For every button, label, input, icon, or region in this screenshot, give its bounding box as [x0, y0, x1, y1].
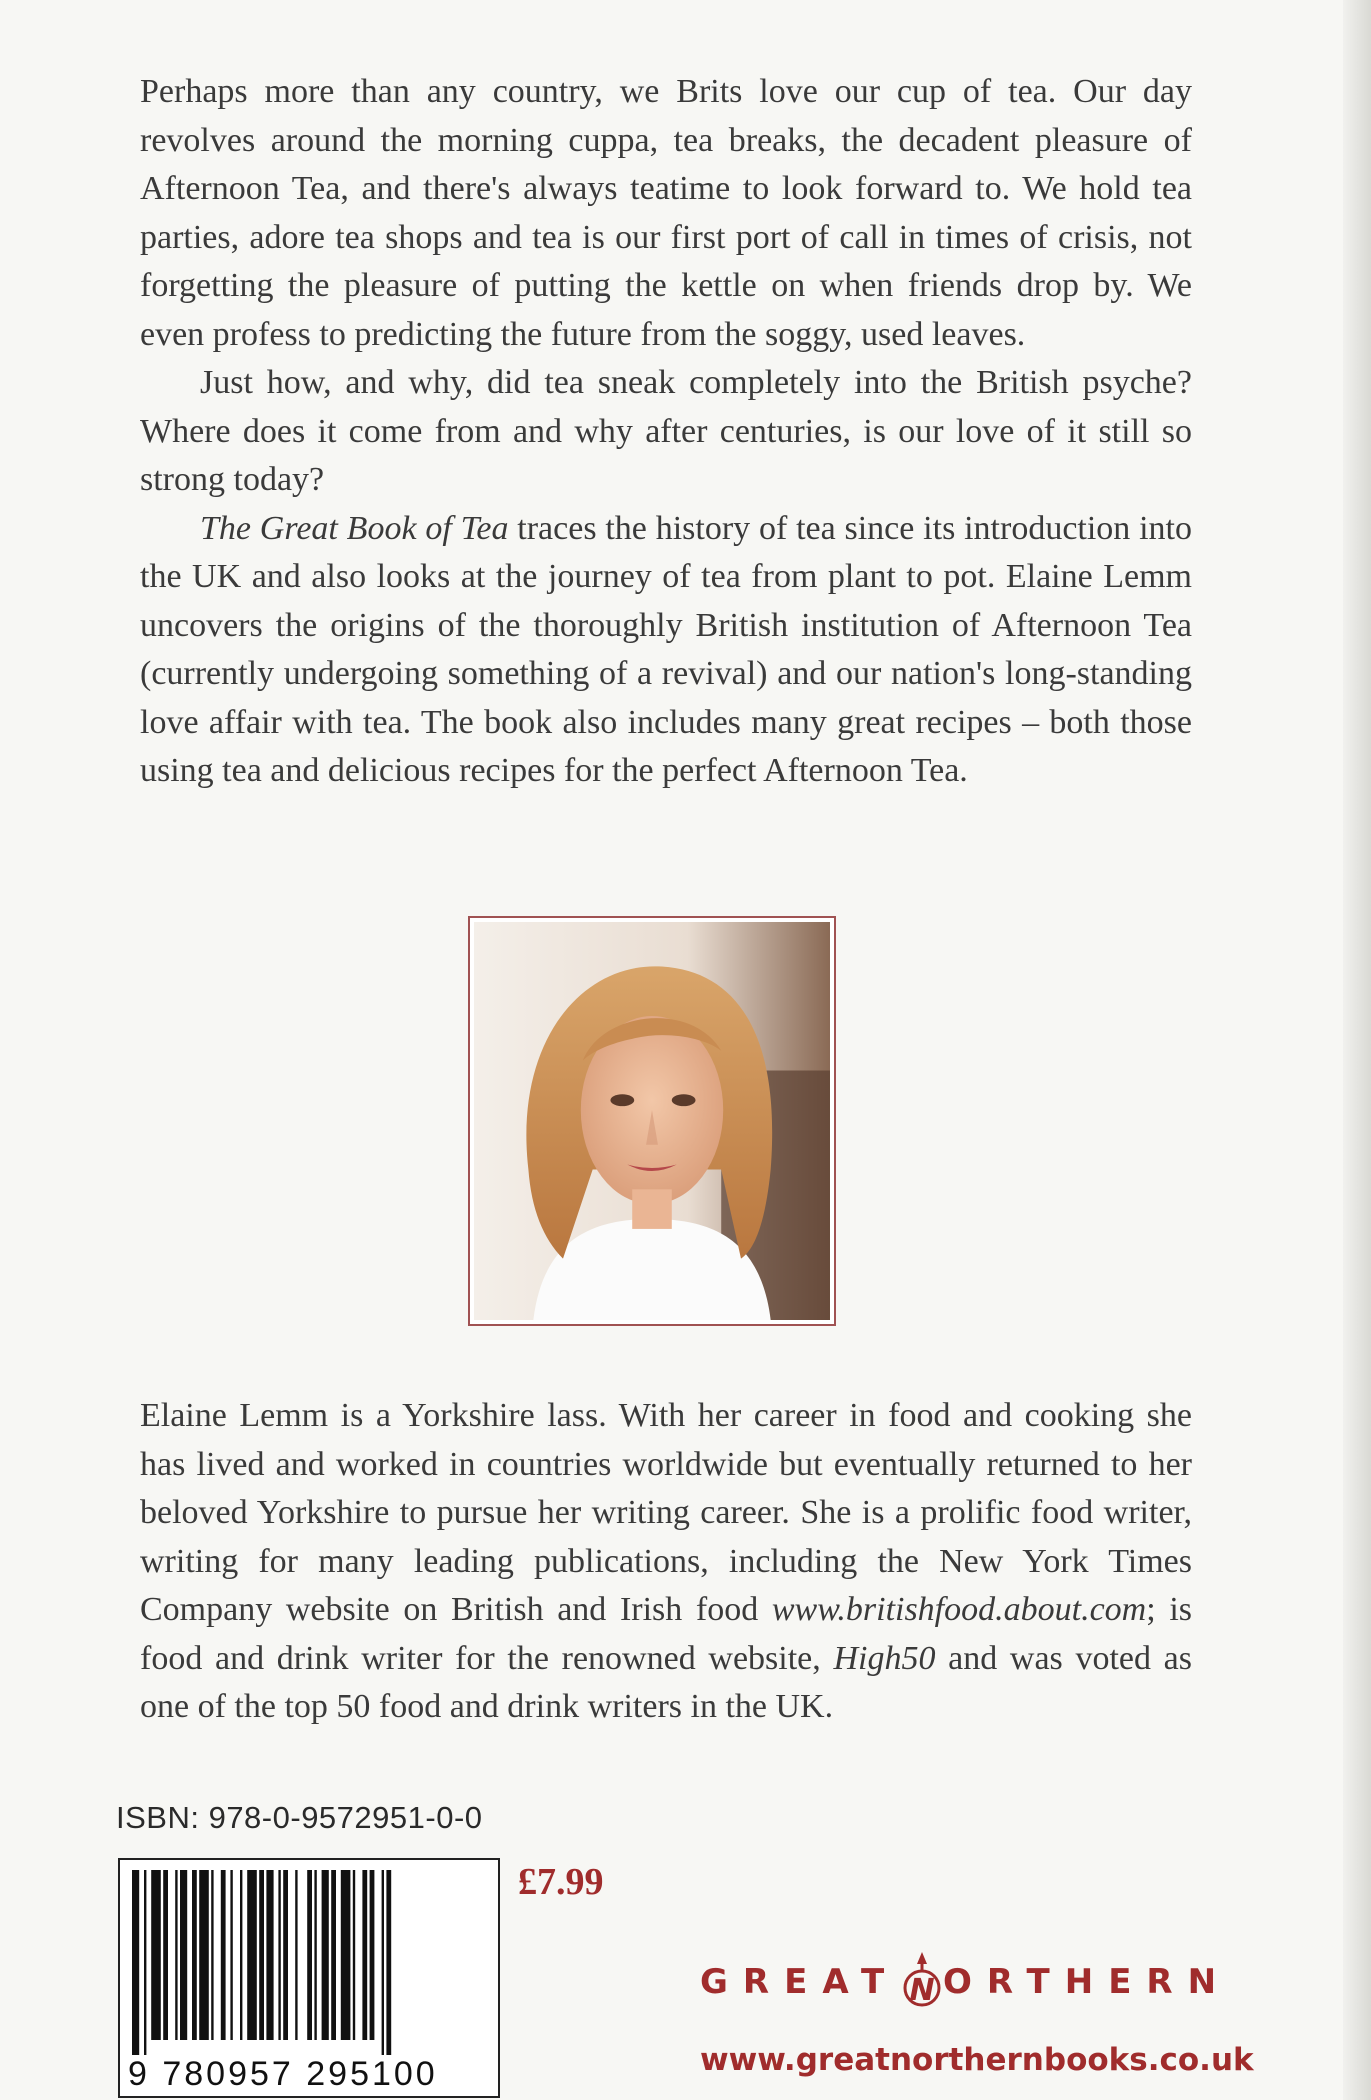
barcode-bar	[278, 1870, 280, 2040]
barcode-bar	[151, 1870, 161, 2040]
barcode-bar	[259, 1870, 264, 2040]
barcode-bars	[120, 1860, 498, 2060]
barcode-bar	[353, 1870, 355, 2040]
barcode-bar	[362, 1870, 367, 2040]
publisher-name-left: GREAT	[700, 1962, 900, 2002]
barcode-bar	[382, 1870, 384, 2060]
author-portrait-image	[474, 922, 830, 1320]
barcode-digits: 9 780957 295100	[128, 2055, 438, 2093]
barcode-bar	[266, 1870, 273, 2040]
barcode-bar	[192, 1870, 197, 2040]
bio-website: www.britishfood.about.com	[771, 1591, 1147, 1628]
bio-text-2: ; is food and drink writer for the renowned website,	[140, 1591, 1192, 1677]
author-bio	[140, 1392, 1192, 1732]
barcode-bar	[211, 1870, 213, 2040]
barcode-bar	[331, 1870, 336, 2040]
barcode-bar	[132, 1870, 139, 2060]
barcode-bar	[221, 1870, 226, 2040]
barcode-bar	[283, 1870, 288, 2040]
blurb-text	[140, 68, 1192, 796]
author-photo	[468, 916, 836, 1326]
bio-text-3: and was voted as one of the top 50 food and drink writers in the UK.	[140, 1639, 1192, 1725]
barcode-bar	[295, 1870, 297, 2040]
price-label: £7.99	[518, 1861, 604, 1903]
barcode-bar	[370, 1870, 375, 2040]
publisher-website-link[interactable]: www.greatnorthernbooks.co.uk	[700, 2042, 1254, 2078]
barcode-bar	[386, 1870, 391, 2060]
barcode-bar	[163, 1870, 168, 2040]
blurb-paragraph-1: Perhaps more than any country, we Brits love our cup of tea. Our day revolves around the morning cuppa, tea breaks, the decadent pleasure of Afternoon Tea, and there's always teatime to look forward to. We hold tea parties, adore tea shops and tea is our first port of call in times of crisis, not forgetting the pleasure of putting the kettle on when friends drop by. We even profess to predicting the future from the soggy, used leaves.	[140, 73, 1192, 353]
barcode-bar	[144, 1870, 146, 2060]
compass-n-icon	[900, 1950, 944, 2020]
barcode-bar	[314, 1870, 316, 2040]
logo-letter: N	[909, 1973, 935, 2008]
barcode-bar	[180, 1870, 187, 2040]
isbn-label: ISBN: 978-0-9572951-0-0	[116, 1800, 483, 1835]
paper-edge	[1343, 0, 1371, 2100]
barcode-bar	[199, 1870, 209, 2040]
blurb-paragraph-3-text: traces the history of tea since its introduction into the UK and also looks at the journey of tea from plant to pot. Elaine Lemm uncovers the origins of the thoroughly British institution of Afternoon Tea (currently undergoing something of a revival) and our nation's long-standing love affair with tea. The book also includes many great recipes – both those using tea and delicious recipes for the perfect Afternoon Tea.	[140, 509, 1192, 789]
barcode-bar	[230, 1870, 232, 2040]
barcode-bar	[307, 1870, 312, 2040]
barcode-bar	[341, 1870, 351, 2040]
barcode-bar	[240, 1870, 242, 2040]
publisher-logo	[700, 1950, 1240, 2020]
barcode-bar	[322, 1870, 329, 2040]
book-title: The Great Book of Tea	[200, 509, 509, 547]
barcode-bar	[175, 1870, 177, 2040]
publisher-name-right: ORTHERN	[943, 1962, 1232, 2002]
barcode-bar	[247, 1870, 257, 2040]
bio-site-name: High50	[833, 1639, 936, 1677]
blurb-paragraph-3	[140, 505, 1192, 796]
blurb-paragraph-2: Just how, and why, did tea sneak completely into the British psyche? Where does it come from and why after centuries, is our love of it still so strong today?	[140, 364, 1192, 498]
bio-text-1: Elaine Lemm is a Yorkshire lass. With her career in food and cooking she has lived and worked in countries worldwide but eventually returned to her beloved Yorkshire to pursue her writing career. She is a prolific food writer, writing for many leading publications, including the New York Times Company website on British and Irish food	[140, 1397, 1192, 1628]
barcode	[118, 1858, 500, 2098]
